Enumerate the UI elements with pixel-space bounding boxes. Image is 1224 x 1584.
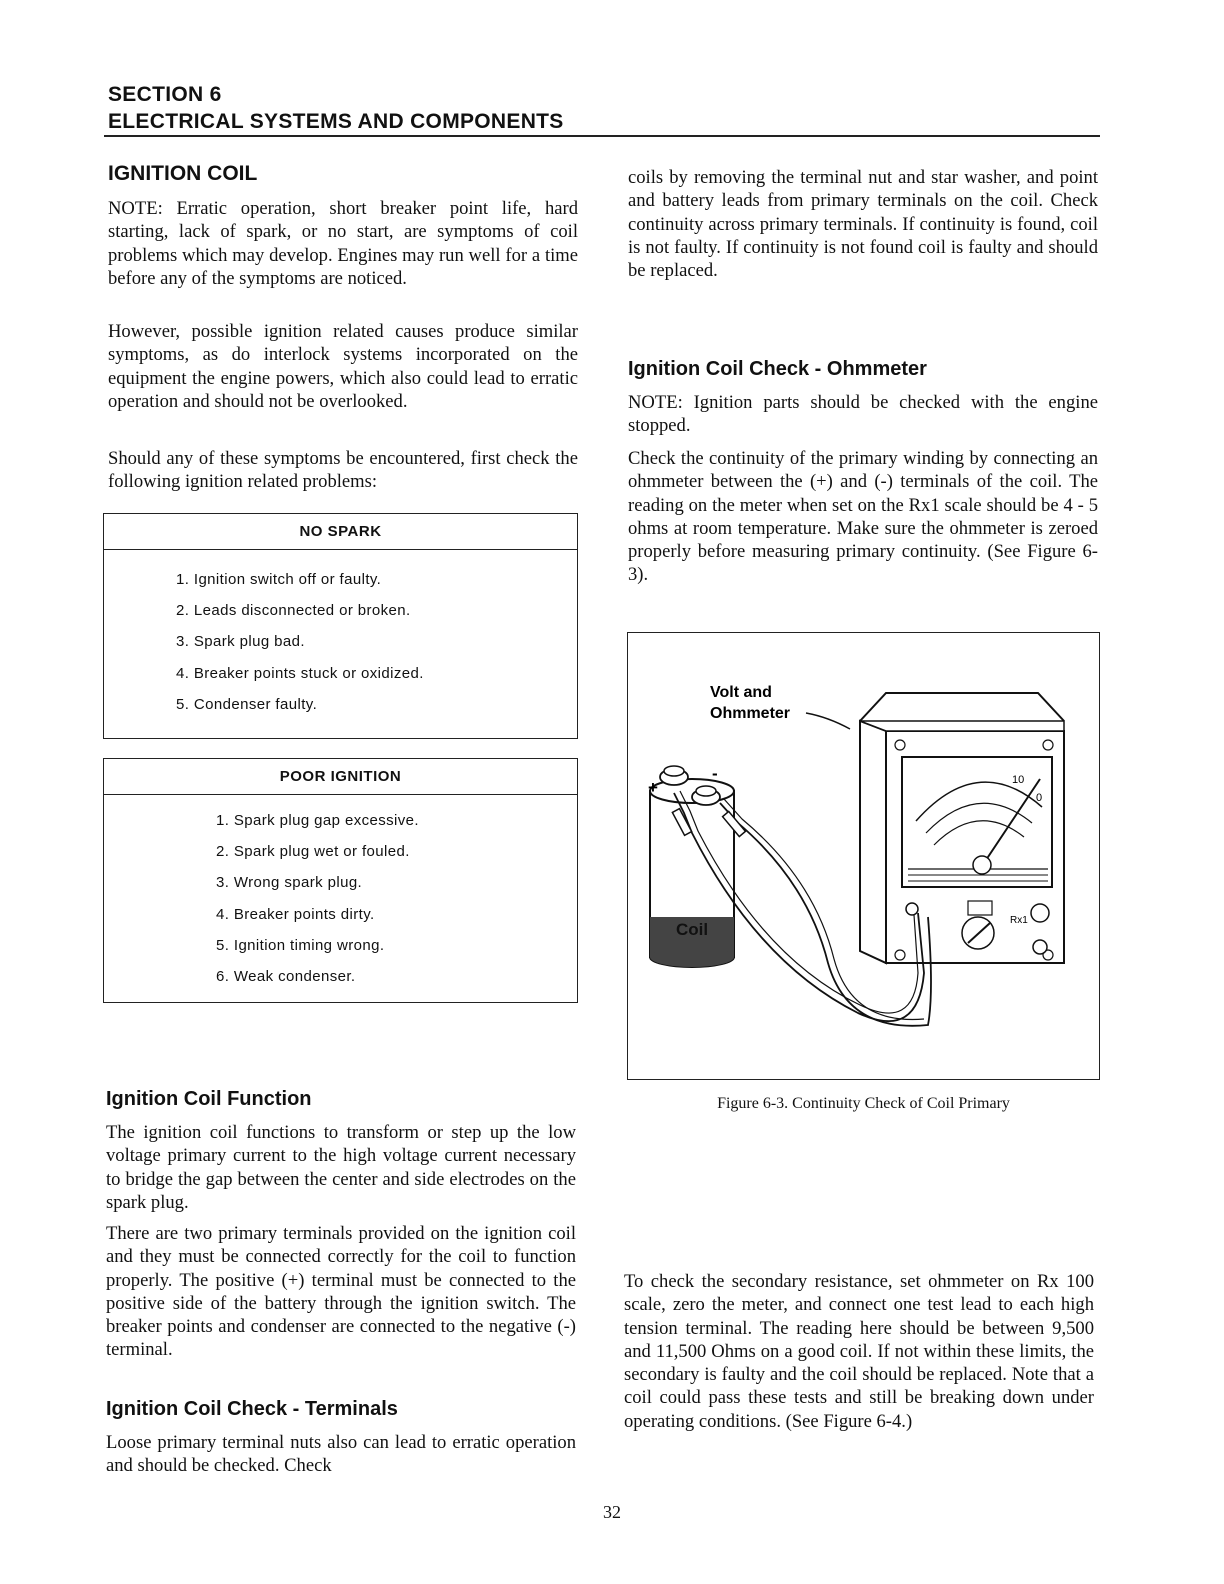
figure-caption: Figure 6-3. Continuity Check of Coil Primary <box>717 1095 1010 1112</box>
header-rule <box>104 135 1100 137</box>
no-spark-box <box>103 513 578 739</box>
coil-icon <box>648 764 734 967</box>
minus-terminal-label: - <box>712 764 718 783</box>
no-spark-title: NO SPARK <box>104 514 577 550</box>
list-item: 2. Spark plug wet or fouled. <box>216 843 410 861</box>
meter-jack <box>906 903 918 915</box>
plus-terminal-label: + <box>648 778 658 797</box>
meter-label-line1: Volt and <box>710 684 772 701</box>
meter-label-line2: Ohmmeter <box>710 705 791 722</box>
ignition-coil-heading: IGNITION COIL <box>108 162 258 185</box>
coil-label: Coil <box>676 920 709 939</box>
list-item: 3. Spark plug bad. <box>176 633 305 651</box>
scale-0-label: 0 <box>1036 792 1043 804</box>
ohmmeter-icon <box>860 693 1064 963</box>
list-item: 4. Breaker points dirty. <box>216 905 375 923</box>
figure-6-3 <box>627 632 1100 1080</box>
list-item: 1. Spark plug gap excessive. <box>216 812 419 829</box>
list-item: 6. Weak condenser. <box>216 967 356 985</box>
scale-10-label: 10 <box>1012 774 1025 786</box>
list-item: 4. Breaker points stuck or oxidized. <box>176 664 424 682</box>
rx1-label: Rx1 <box>1010 915 1028 926</box>
section-title: ELECTRICAL SYSTEMS AND COMPONENTS <box>108 110 564 133</box>
remove-terminal-paragraph: coils by removing the terminal nut and star washer, and point and battery leads from primary terminals on the coil. Check continuity across primary terminals. If continuity is found, coil is not faulty. If continuity is not found coil is faulty and should be replaced. <box>628 167 1098 282</box>
list-item: 5. Condenser faulty. <box>176 695 318 713</box>
interlock-paragraph: However, possible ignition related causes produce similar symptoms, as do interlock systems incorporated on the equipment the engine powers, which also could lead to erratic operation and should not be overlooked. <box>108 321 578 412</box>
terminals-check-heading: Ignition Coil Check - Terminals <box>106 1398 398 1420</box>
page-number: 32 <box>603 1502 621 1522</box>
note-paragraph: NOTE: Erratic operation, short breaker point life, hard starting, lack of spark, or no start, are symptoms of coil problems which may develop. Engines may run well for a time before any of the symptoms are noticed. <box>108 198 578 289</box>
symptoms-paragraph: Should any of these symptoms be encountered, first check the following ignition related problems: <box>108 448 578 493</box>
primary-continuity-paragraph: Check the continuity of the primary winding by connecting an ohmmeter between the (+) and (-) terminals of the coil. The reading on the meter when set on the Rx1 scale should be 4 - 5 ohms at room temperature. Make sure the ohmmeter is zeroed properly before measuring primary continuity. (See Figure 6-3). <box>628 448 1098 586</box>
poor-ignition-list <box>216 805 419 992</box>
coil-function-paragraph: The ignition coil functions to transform or step up the low voltage primary current to the high voltage current necessary to bridge the gap between the center and side electrodes on the spark plug. <box>106 1122 576 1213</box>
meter-leader-line <box>806 713 850 729</box>
list-item: 3. Wrong spark plug. <box>216 874 363 892</box>
terminals-check-paragraph: Loose primary terminal nuts also can lead to erratic operation and should be checked. Check <box>106 1432 576 1477</box>
coil-function-heading: Ignition Coil Function <box>106 1088 312 1110</box>
list-item: 5. Ignition timing wrong. <box>216 936 385 954</box>
list-item: 1. Ignition switch off or faulty. <box>176 571 382 588</box>
section-number: SECTION 6 <box>108 83 222 106</box>
primary-terminals-paragraph: There are two primary terminals provided on the ignition coil and they must be connected correctly for the coil to function properly. The positive (+) terminal must be connected to the positive side of the battery through the ignition switch. The breaker points and condenser are connected to the negative (-) terminal. <box>106 1223 576 1361</box>
ohmmeter-check-heading: Ignition Coil Check - Ohmmeter <box>628 358 927 380</box>
poor-ignition-box <box>103 758 578 1003</box>
no-spark-list <box>176 564 424 720</box>
engine-stopped-note: NOTE: Ignition parts should be checked with the engine stopped. <box>628 392 1098 437</box>
list-item: 2. Leads disconnected or broken. <box>176 602 411 620</box>
poor-ignition-title: POOR IGNITION <box>104 759 577 795</box>
continuity-check-illustration <box>628 633 1098 1078</box>
secondary-resistance-paragraph: To check the secondary resistance, set ohmmeter on Rx 100 scale, zero the meter, and connect one test lead to each high tension terminal. The reading here should be between 9,500 and 11,500 Ohms on a good coil. If not within these limits, the secondary is faulty and the coil should be replaced. Note that a coil could pass these tests and still be breaking down under operating conditions. (See Figure 6-4.) <box>624 1271 1094 1432</box>
